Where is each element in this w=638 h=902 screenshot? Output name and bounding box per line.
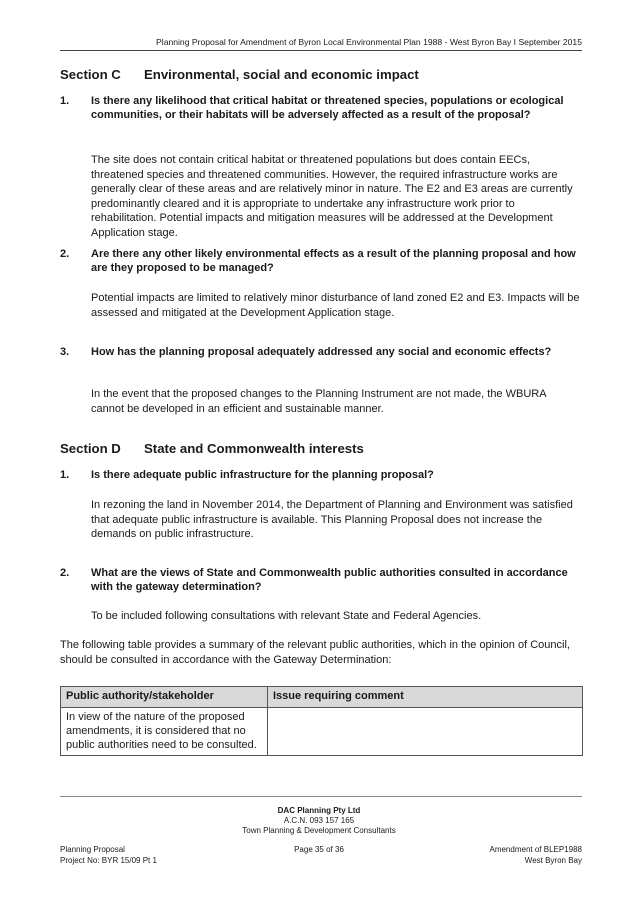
answer-c1: The site does not contain critical habitat or threatened populations but does contain EECs, threatened species and threatened communities. However, the required infrastructure works are generally clear of these areas and are relatively minor in nature. The E2 and E3 areas are currently predominantly cleared and it is appropriate to undertake any infrastructure work prior to rehabilitation. Potential impacts and mitigation measures will be addressed at the Development Application stage. [91,154,573,239]
section-title: State and Commonwealth interests [144,441,364,456]
answer-d2: To be included following consultations with relevant State and Federal Agencies. [91,610,482,622]
answer-d1: In rezoning the land in November 2014, the Department of Planning and Environment was satisfied that adequate public infrastructure is available. This Planning Proposal does not increase the demands on public infrastructure. [91,499,573,541]
table-cell: In view of the nature of the proposed amendments, it is considered that no public authorities need to be consulted. [61,708,268,756]
table-header-row [61,687,583,708]
footer-project-no: Project No: BYR 15/09 Pt 1 [60,856,157,865]
question-text: Are there any other likely environmental effects as a result of the planning proposal and how are they proposed to be managed? [91,248,576,274]
consultation-table [60,686,583,756]
section-d-heading [60,441,364,456]
question-text: What are the views of State and Commonwealth public authorities consulted in accordance with the gateway determination? [91,567,568,593]
question-number: 1. [60,469,70,481]
section-label: Section C [60,67,121,82]
section-label: Section D [60,441,121,456]
footer-location: West Byron Bay [524,856,582,865]
footer-doc-title: Planning Proposal [60,845,125,854]
question-c2 [60,247,580,275]
running-header: Planning Proposal for Amendment of Byron Local Environmental Plan 1988 - West Byron Bay I September 2015 [60,37,582,51]
question-number: 1. [60,95,70,107]
footer-tagline: Town Planning & Development Consultants [242,826,396,835]
column-header: Public authority/stakeholder [61,687,268,708]
question-number: 2. [60,248,70,260]
footer-acn: A.C.N. 093 157 165 [283,816,355,825]
table-cell [268,708,583,756]
section-c-heading [60,67,419,82]
footer-amendment: Amendment of BLEP1988 [489,845,582,854]
footer-company: DAC Planning Pty Ltd [277,806,361,815]
page-number: Page 35 of 36 [294,845,344,854]
question-d1 [60,468,580,482]
question-text: Is there adequate public infrastructure for the planning proposal? [91,469,434,481]
question-number: 3. [60,346,70,358]
question-text: How has the planning proposal adequately addressed any social and economic effects? [91,346,552,358]
column-header: Issue requiring comment [268,687,583,708]
section-title: Environmental, social and economic impact [144,67,419,82]
footer-divider [60,796,582,797]
table-row [61,708,583,756]
question-number: 2. [60,567,70,579]
answer-c2: Potential impacts are limited to relatively minor disturbance of land zoned E2 and E3. Impacts will be assessed and mitigated at the Development Application stage. [91,292,580,319]
question-c1 [60,94,580,122]
question-c3 [60,345,580,359]
question-d2 [60,566,580,594]
table-intro-paragraph: The following table provides a summary of the relevant public authorities, which in the opinion of Council, should be consulted in accordance with the Gateway Determination: [60,639,570,666]
answer-c3: In the event that the proposed changes to the Planning Instrument are not made, the WBURA cannot be developed in an efficient and sustainable manner. [91,388,546,415]
question-text: Is there any likelihood that critical habitat or threatened species, populations or ecological communities, or their habitats will be adversely affected as a result of the proposal? [91,95,564,121]
